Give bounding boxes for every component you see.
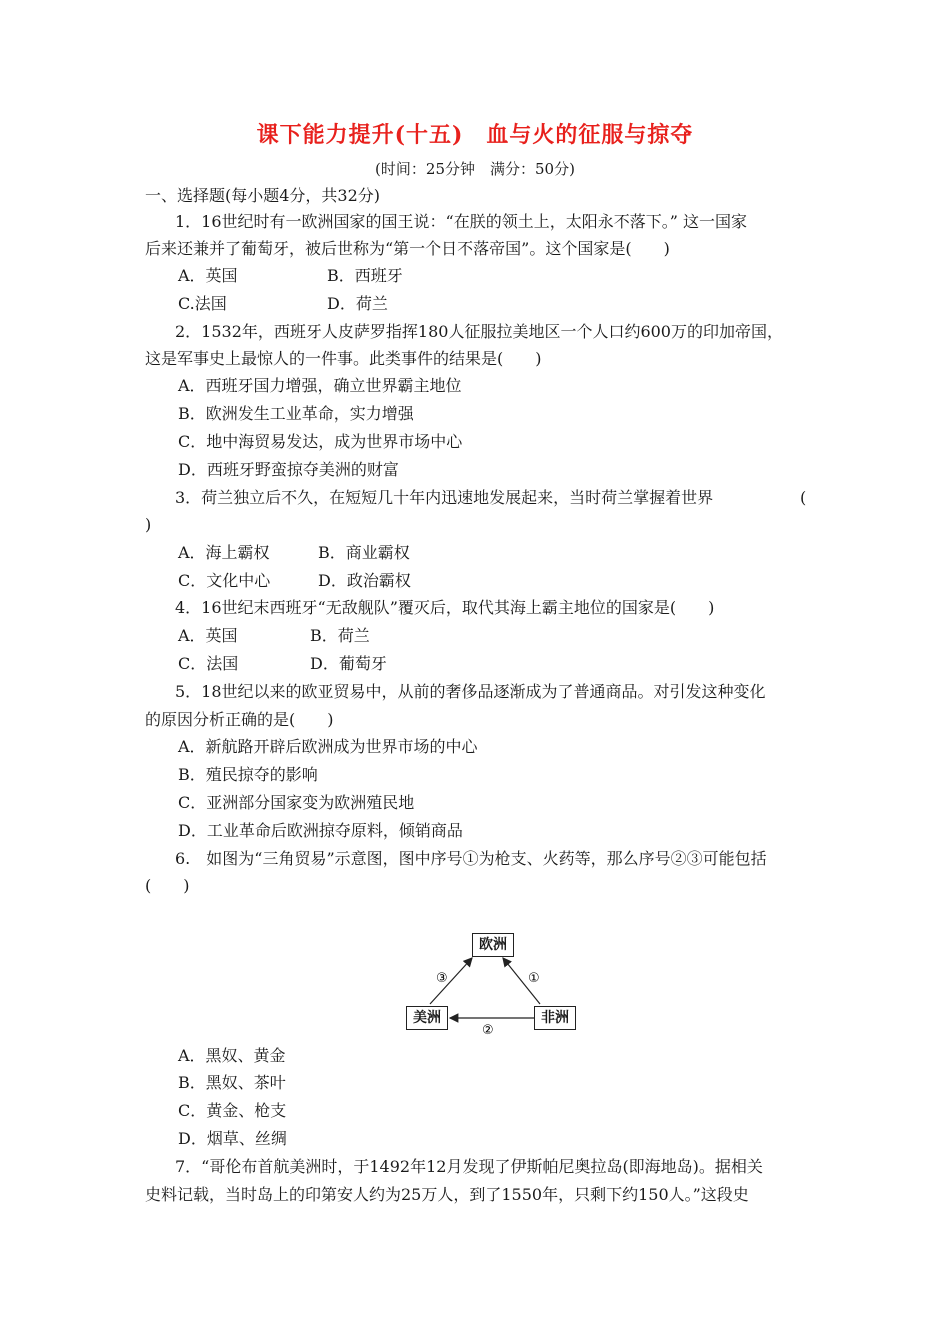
question-7-line-1: 7．“哥伦布首航美洲时，于1492年12月发现了伊斯帕尼奥拉岛(即海地岛)。据相关 [175,1157,763,1176]
q1-option-c: C.法国 [178,294,227,313]
question-1-line-2: 后来还兼并了葡萄牙，被后世称为“第一个日不落帝国”。这个国家是( ) [145,239,670,258]
triangle-trade-diagram [400,930,585,1038]
label-1: ① [528,971,540,986]
q6-option-d: D．烟草、丝绸 [178,1129,287,1148]
question-6-line-1: 6. 如图为“三角贸易”示意图，图中序号①为枪支、火药等，那么序号②③可能包括 [175,849,767,868]
q5-option-a: A．新航路开辟后欧洲成为世界市场的中心 [178,737,478,756]
africa-box: 非洲 [534,1006,576,1030]
q4-option-c: C．法国 [178,654,239,673]
america-box: 美洲 [406,1006,448,1030]
section-heading: 一、选择题(每小题4分，共32分) [145,186,381,205]
q3-option-c: C．文化中心 [178,571,271,590]
q2-option-a: A．西班牙国力增强，确立世界霸主地位 [178,376,462,395]
question-1-line-1: 1．16世纪时有一欧洲国家的国王说：“在朕的领土上，太阳永不落下。” 这一国家 [175,212,747,231]
question-5-line-1: 5．18世纪以来的欧亚贸易中，从前的奢侈品逐渐成为了普通商品。对引发这种变化 [175,682,766,701]
q1-option-b: B．西班牙 [327,266,403,285]
q3-option-d: D．政治霸权 [318,571,411,590]
q5-option-d: D．工业革命后欧洲掠夺原料，倾销商品 [178,821,463,840]
label-2: ② [482,1023,494,1038]
q6-option-a: A．黑奴、黄金 [178,1046,286,1065]
question-3-line-1: 3．荷兰独立后不久，在短短几十年内迅速地发展起来，当时荷兰掌握着世界 [175,488,714,507]
q5-option-c: C．亚洲部分国家变为欧洲殖民地 [178,793,415,812]
page-title: 课下能力提升(十五) 血与火的征服与掠夺 [256,122,694,148]
q2-option-c: C．地中海贸易发达，成为世界市场中心 [178,432,463,451]
question-7-line-2: 史料记载，当时岛上的印第安人约为25万人，到了1550年，只剩下约150人。”这段史 [145,1185,749,1204]
q5-option-b: B．殖民掠夺的影响 [178,765,318,784]
question-2-line-2: 这是军事史上最惊人的一件事。此类事件的结果是( ) [145,349,542,368]
answer-paren-open: ( [800,488,807,507]
q3-option-a: A．海上霸权 [178,543,270,562]
europe-box: 欧洲 [472,933,514,957]
q1-option-d: D．荷兰 [327,294,388,313]
q6-option-b: B．黑奴、茶叶 [178,1073,286,1092]
question-5-line-2: 的原因分析正确的是( ) [145,710,334,729]
question-4-line-1: 4．16世纪末西班牙“无敌舰队”覆灭后，取代其海上霸主地位的国家是( ) [175,598,715,617]
question-2-line-1: 2．1532年，西班牙人皮萨罗指挥180人征服拉美地区一个人口约600万的印加帝国， [175,322,783,341]
answer-paren-close: ) [145,515,152,534]
q2-option-d: D．西班牙野蛮掠夺美洲的财富 [178,460,399,479]
q1-option-a: A．英国 [178,266,238,285]
q2-option-b: B．欧洲发生工业革命，实力增强 [178,404,414,423]
exam-info: (时间：25分钟 满分：50分) [375,160,575,178]
q4-option-d: D．葡萄牙 [310,654,387,673]
q4-option-b: B．荷兰 [310,626,370,645]
q3-option-b: B．商业霸权 [318,543,410,562]
q4-option-a: A．英国 [178,626,238,645]
question-6-line-2: ( ) [145,876,190,895]
q6-option-c: C．黄金、枪支 [178,1101,287,1120]
label-3: ③ [436,971,448,986]
